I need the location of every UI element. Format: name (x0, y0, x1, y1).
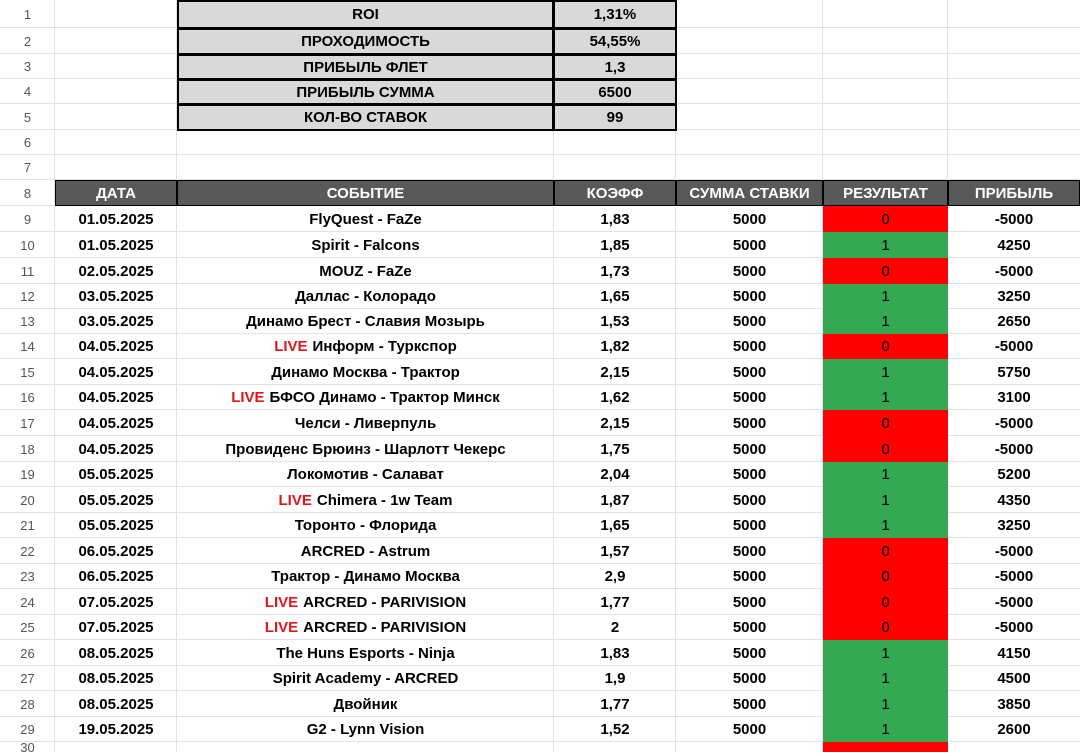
cell-result[interactable]: 0 (823, 334, 948, 359)
column-header[interactable]: РЕЗУЛЬТАТ (823, 180, 948, 206)
cell-event[interactable] (177, 589, 554, 615)
summary-label[interactable]: ПРОХОДИМОСТЬ (177, 28, 554, 55)
cell-odds[interactable]: 1,65 (600, 517, 630, 534)
cell-event[interactable] (177, 258, 554, 284)
row-number[interactable]: 21 (20, 518, 35, 533)
event-name: Spirit Academy - ARCRED (272, 670, 459, 687)
row-number[interactable]: 1 (23, 6, 32, 22)
column-header[interactable]: ПРИБЫЛЬ (948, 180, 1080, 206)
cell-date[interactable]: 04.05.2025 (78, 338, 154, 355)
cell-stake[interactable]: 5000 (732, 288, 767, 305)
cell-profit[interactable]: -5000 (994, 593, 1034, 611)
cell-result[interactable]: 0 (823, 589, 948, 615)
cell-profit[interactable]: 5750 (997, 363, 1031, 381)
cell-odds[interactable]: 2,15 (600, 363, 630, 381)
row-number[interactable]: 19 (20, 467, 35, 482)
summary-label[interactable]: ПРИБЫЛЬ ФЛЕТ (177, 54, 554, 80)
cell-profit[interactable]: -5000 (994, 210, 1034, 228)
cell-profit[interactable]: 3250 (997, 517, 1031, 534)
cell-event[interactable] (177, 666, 554, 691)
cell-profit[interactable]: -5000 (994, 619, 1034, 636)
row-number[interactable]: 11 (20, 263, 35, 279)
cell-date[interactable]: 04.05.2025 (78, 389, 154, 406)
cell-result[interactable]: 1 (823, 309, 948, 334)
cell-profit[interactable]: -5000 (994, 338, 1034, 355)
row-number[interactable]: 25 (20, 620, 35, 635)
column-header[interactable]: СУММА СТАВКИ (676, 180, 823, 206)
row-number[interactable]: 9 (23, 211, 32, 227)
event-name: Даллас - Колорадо (295, 288, 436, 305)
cell-stake[interactable]: 5000 (732, 338, 767, 355)
cell-odds[interactable]: 2,9 (604, 568, 626, 585)
summary-value[interactable]: 99 (553, 104, 677, 131)
cell-event[interactable] (177, 232, 554, 258)
cell-date[interactable]: 08.05.2025 (78, 644, 154, 662)
cell-profit[interactable]: 4500 (997, 670, 1031, 687)
cell-result[interactable]: 1 (823, 666, 948, 691)
cell-result[interactable]: 1 (823, 691, 948, 717)
cell-profit[interactable]: 4250 (997, 236, 1031, 254)
cell-odds[interactable]: 1,65 (600, 288, 630, 305)
cell-stake[interactable]: 5000 (732, 389, 767, 406)
cell-date[interactable]: 06.05.2025 (78, 542, 154, 560)
cell-date[interactable]: 19.05.2025 (78, 721, 154, 738)
cell-result[interactable]: 0 (823, 615, 948, 640)
cell-stake[interactable]: 5000 (732, 542, 767, 560)
summary-label[interactable]: ROI (177, 0, 554, 29)
live-tag: LIVE (274, 338, 308, 355)
cell-stake[interactable]: 5000 (732, 414, 767, 432)
row-number[interactable]: 3 (23, 59, 32, 74)
cell-odds[interactable]: 1,77 (600, 695, 630, 713)
cell-date[interactable]: 07.05.2025 (78, 593, 154, 611)
cell-odds[interactable]: 1,62 (600, 389, 630, 406)
row-number[interactable]: 2 (23, 33, 32, 49)
cell-date[interactable]: 02.05.2025 (78, 262, 154, 280)
cell-event[interactable] (177, 309, 554, 334)
cell-stake[interactable]: 5000 (732, 236, 767, 254)
cell-result[interactable]: 1 (823, 513, 948, 538)
event-name: Chimera - 1w Team (316, 491, 453, 509)
cell-result[interactable]: 0 (823, 538, 948, 564)
event-name: Динамо Москва - Трактор (271, 363, 460, 381)
cell-stake[interactable]: 5000 (732, 491, 767, 509)
row-number[interactable]: 27 (20, 671, 35, 686)
cell-date[interactable]: 05.05.2025 (78, 466, 154, 483)
cell-stake[interactable]: 5000 (732, 313, 767, 330)
row-number[interactable]: 13 (20, 314, 35, 329)
cell-stake[interactable]: 5000 (732, 644, 767, 662)
cell-odds[interactable]: 1,57 (600, 542, 630, 560)
cell-odds[interactable]: 1,9 (604, 670, 626, 687)
cell-stake[interactable]: 5000 (732, 593, 767, 611)
cell-event[interactable] (177, 691, 554, 717)
event-name: FlyQuest - FaZe (309, 210, 422, 228)
column-header[interactable]: СОБЫТИЕ (177, 180, 554, 206)
cell-event[interactable] (177, 564, 554, 589)
event-name: Двойник (333, 695, 398, 713)
cell-stake[interactable]: 5000 (732, 466, 767, 483)
cell-date[interactable]: 08.05.2025 (78, 695, 154, 713)
row-number[interactable]: 6 (23, 135, 32, 150)
row-number[interactable]: 22 (20, 543, 35, 559)
cell-profit[interactable]: -5000 (994, 440, 1034, 458)
event-name: Челси - Ливерпуль (294, 414, 437, 432)
cell-event[interactable] (177, 615, 554, 640)
row-number[interactable]: 14 (20, 339, 35, 354)
summary-label[interactable]: КОЛ-ВО СТАВОК (177, 104, 554, 131)
cell-odds[interactable]: 1,75 (600, 440, 630, 458)
cell-stake[interactable]: 5000 (732, 517, 767, 534)
cell-event[interactable] (177, 487, 554, 513)
cell-odds[interactable]: 1,77 (600, 593, 630, 611)
cell-result[interactable]: 0 (823, 258, 948, 284)
cell-date[interactable]: 04.05.2025 (78, 414, 154, 432)
cell-date[interactable]: 01.05.2025 (78, 210, 154, 228)
cell-event[interactable] (177, 410, 554, 436)
cell-profit[interactable]: -5000 (994, 568, 1034, 585)
cell-date[interactable]: 04.05.2025 (78, 363, 154, 381)
row-number[interactable]: 20 (20, 492, 35, 508)
row-number[interactable]: 23 (20, 569, 35, 584)
row-number[interactable]: 28 (20, 696, 35, 712)
column-header[interactable]: ДАТА (55, 180, 177, 206)
cell-odds[interactable]: 1,73 (600, 262, 630, 280)
cell-odds[interactable]: 2,04 (600, 466, 630, 483)
row-number[interactable]: 7 (23, 160, 32, 175)
cell-odds[interactable]: 1,85 (600, 236, 630, 254)
cell-date[interactable]: 05.05.2025 (78, 491, 154, 509)
row-number[interactable]: 5 (23, 109, 32, 125)
cell-event[interactable] (177, 359, 554, 385)
event-name: G2 - Lynn Vision (306, 721, 425, 738)
cell-date[interactable]: 05.05.2025 (78, 517, 154, 534)
cell-result[interactable]: 1 (823, 284, 948, 309)
summary-value[interactable]: 1,31% (553, 0, 677, 29)
cell-result[interactable]: 0 (823, 564, 948, 589)
row-number[interactable]: 8 (23, 185, 32, 201)
cell-odds[interactable]: 1,82 (600, 338, 630, 355)
cell-event[interactable] (177, 284, 554, 309)
cell-result[interactable]: 1 (823, 487, 948, 513)
grid-row-line (0, 154, 1080, 155)
summary-value[interactable]: 6500 (553, 79, 677, 105)
cell-stake[interactable]: 5000 (732, 210, 767, 228)
live-tag: LIVE (264, 593, 299, 611)
cell-odds[interactable]: 1,83 (600, 210, 630, 228)
cell-stake[interactable]: 5000 (732, 695, 767, 713)
cell-date[interactable]: 07.05.2025 (78, 619, 154, 636)
row-number[interactable]: 15 (20, 364, 35, 380)
cell-stake[interactable]: 5000 (732, 619, 767, 636)
cell-odds[interactable]: 1,52 (600, 721, 630, 738)
cell-event[interactable] (177, 538, 554, 564)
cell-event[interactable] (177, 717, 554, 742)
event-name: Динамо Брест - Славия Мозырь (246, 313, 485, 330)
event-name: Локомотив - Салават (287, 466, 444, 483)
event-name: ARCRED - Astrum (300, 542, 431, 560)
cell-result[interactable]: 1 (823, 359, 948, 385)
cell-profit[interactable]: 2650 (997, 313, 1031, 330)
event-name: Информ - Туркспор (312, 338, 457, 355)
cell-event[interactable] (177, 206, 554, 232)
cell-result[interactable]: 1 (823, 640, 948, 666)
cell-event[interactable] (177, 385, 554, 410)
event-name: Трактор - Динамо Москва (271, 568, 460, 585)
column-header[interactable]: КОЭФФ (554, 180, 676, 206)
cell-result[interactable]: 1 (823, 462, 948, 487)
event-name: ARCRED - PARIVISION (303, 619, 467, 636)
cell-stake[interactable]: 5000 (732, 262, 767, 280)
cell-event[interactable] (177, 334, 554, 359)
cell-profit[interactable]: -5000 (994, 414, 1034, 432)
cell-result[interactable]: 1 (823, 385, 948, 410)
cell-date[interactable]: 01.05.2025 (78, 236, 154, 254)
live-tag: LIVE (264, 619, 299, 636)
row-number[interactable]: 18 (20, 441, 35, 457)
cell-profit[interactable]: 3850 (997, 695, 1031, 713)
cell-event[interactable] (177, 436, 554, 462)
summary-value[interactable]: 54,55% (553, 28, 677, 55)
cell-date[interactable]: 03.05.2025 (78, 288, 154, 305)
cell-odds[interactable]: 1,83 (600, 644, 630, 662)
live-tag: LIVE (231, 389, 265, 406)
cell-profit[interactable]: 3250 (997, 288, 1031, 305)
row-number[interactable]: 16 (20, 390, 35, 405)
cell-date[interactable]: 04.05.2025 (78, 440, 154, 458)
cell-odds[interactable]: 2,15 (600, 414, 630, 432)
cell-profit[interactable]: -5000 (994, 542, 1034, 560)
row-number[interactable]: 26 (20, 645, 35, 661)
cell-stake[interactable]: 5000 (732, 363, 767, 381)
cell-date[interactable]: 06.05.2025 (78, 568, 154, 585)
event-name: The Huns Esports - Ninja (276, 644, 455, 662)
row-number[interactable]: 4 (23, 84, 32, 99)
cell-result[interactable]: 0 (823, 206, 948, 232)
event-name: ARCRED - PARIVISION (303, 593, 467, 611)
cell-profit[interactable]: 4150 (997, 644, 1031, 662)
event-name: Торонто - Флорида (294, 517, 437, 534)
row-number[interactable]: 17 (20, 415, 35, 431)
cell-result[interactable]: 0 (823, 436, 948, 462)
cell-profit[interactable]: -5000 (994, 262, 1034, 280)
cell-stake[interactable]: 5000 (732, 568, 767, 585)
cell-profit[interactable]: 5200 (997, 466, 1031, 483)
cell-odds[interactable]: 1,87 (600, 491, 630, 509)
cell-event[interactable] (177, 513, 554, 538)
event-name: Spirit - Falcons (311, 236, 420, 254)
event-name: Провиденс Брюинз - Шарлотт Чекерс (225, 440, 506, 458)
cell-result[interactable]: 1 (823, 232, 948, 258)
cell-date[interactable]: 03.05.2025 (78, 313, 154, 330)
cell-profit[interactable]: 4350 (997, 491, 1031, 509)
event-name: БФСО Динамо - Трактор Минск (269, 389, 500, 406)
cell-event[interactable] (177, 462, 554, 487)
cell-event[interactable] (177, 640, 554, 666)
cell-odds[interactable]: 2 (610, 619, 620, 636)
row-number[interactable]: 10 (20, 237, 35, 253)
row-number[interactable]: 30 (20, 739, 35, 755)
cell-profit[interactable]: 3100 (997, 389, 1031, 406)
row-number[interactable]: 12 (20, 289, 35, 304)
live-tag: LIVE (278, 491, 312, 509)
row-number[interactable]: 29 (20, 722, 35, 737)
cell-result[interactable]: 0 (823, 410, 948, 436)
cell-odds[interactable]: 1,53 (600, 313, 630, 330)
cell-profit[interactable]: 2600 (997, 721, 1031, 738)
cell-stake[interactable]: 5000 (732, 721, 767, 738)
cell-stake[interactable]: 5000 (732, 440, 767, 458)
summary-label[interactable]: ПРИБЫЛЬ СУММА (177, 79, 554, 105)
row-number[interactable]: 24 (20, 594, 35, 610)
summary-value[interactable]: 1,3 (553, 54, 677, 80)
event-name: MOUZ - FaZe (319, 262, 412, 280)
cell-result[interactable] (823, 742, 948, 752)
cell-result[interactable]: 1 (823, 717, 948, 742)
cell-stake[interactable]: 5000 (732, 670, 767, 687)
cell-date[interactable]: 08.05.2025 (78, 670, 154, 687)
